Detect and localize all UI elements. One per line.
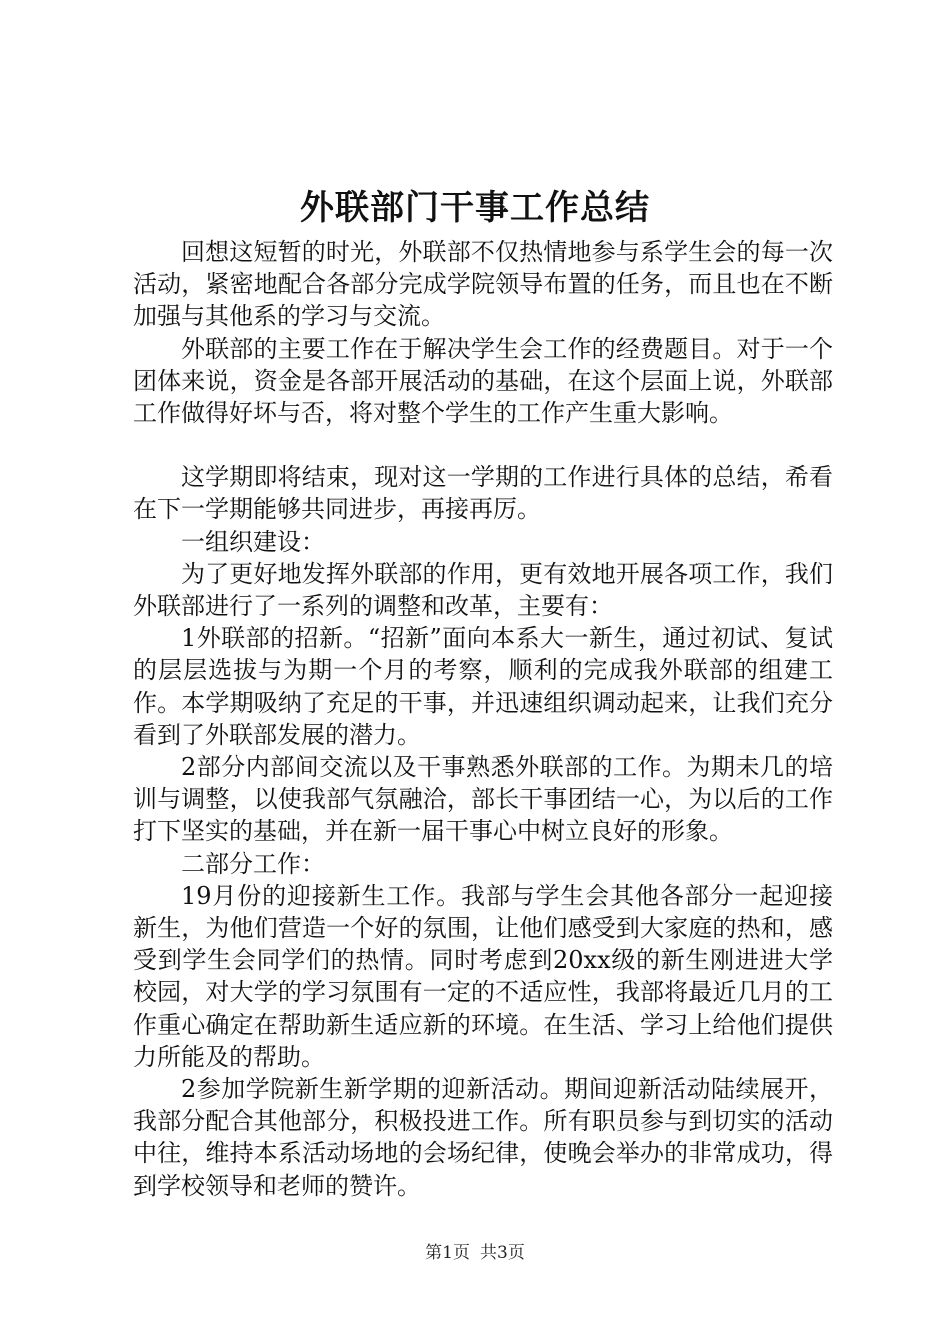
section-heading: 二部分工作： [181,849,325,878]
document-body [133,236,833,1202]
section-heading: 一组织建设： [181,527,325,556]
page-total: 共3页 [480,1243,525,1263]
paragraph: 2部分内部间交流以及干事熟悉外联部的工作。为期未几的培训与调整，以使我部气氛融洽，部长干事团结一心，为以后的工作打下坚实的基础，并在新一届干事心中树立良好的形象。 [133,753,833,846]
document-title: 外联部门干事工作总结 [300,188,650,228]
paragraph: 为了更好地发挥外联部的作用，更有效地开展各项工作，我们外联部进行了一系列的调整和改革，主要有： [133,559,833,621]
paragraph: 回想这短暂的时光，外联部不仅热情地参与系学生会的每一次活动，紧密地配合各部分完成学院领导布置的任务，而且也在不断加强与其他系的学习与交流。 [133,238,833,331]
page-footer [0,1241,950,1265]
paragraph: 外联部的主要工作在于解决学生会工作的经费题目。对于一个团体来说，资金是各部开展活动的基础，在这个层面上说，外联部工作做得好坏与否，将对整个学生的工作产生重大影响。 [133,334,833,428]
paragraph: 2参加学院新生新学期的迎新活动。期间迎新活动陆续展开，我部分配合其他部分，积极投进工作。所有职员参与到切实的活动中往，维持本系活动场地的会场纪律，使晚会举办的非常成功，得到学校领导和老师的赞许。 [133,1075,833,1200]
paragraph: 这学期即将结束，现对这一学期的工作进行具体的总结，希看在下一学期能够共同进步，再接再厉。 [133,463,833,524]
page-number: 第1页 [425,1243,470,1263]
paragraph: 19月份的迎接新生工作。我部与学生会其他各部分一起迎接新生，为他们营造一个好的氛围，让他们感受到大家庭的热和，感受到学生会同学们的热情。同时考虑到20xx级的新生刚进进大学校园，对大学的学习氛围有一定的不适应性，我部将最近几月的工作重心确定在帮助新生适应新的环境。在生活、学习上给他们提供力所能及的帮助。 [133,881,833,1071]
paragraph: 1外联部的招新。“招新”面向本系大一新生，通过初试、复试的层层选拔与为期一个月的考察，顺利的完成我外联部的组建工作。本学期吸纳了充足的干事，并迅速组织调动起来，让我们充分看到了外联部发展的潜力。 [133,624,833,749]
